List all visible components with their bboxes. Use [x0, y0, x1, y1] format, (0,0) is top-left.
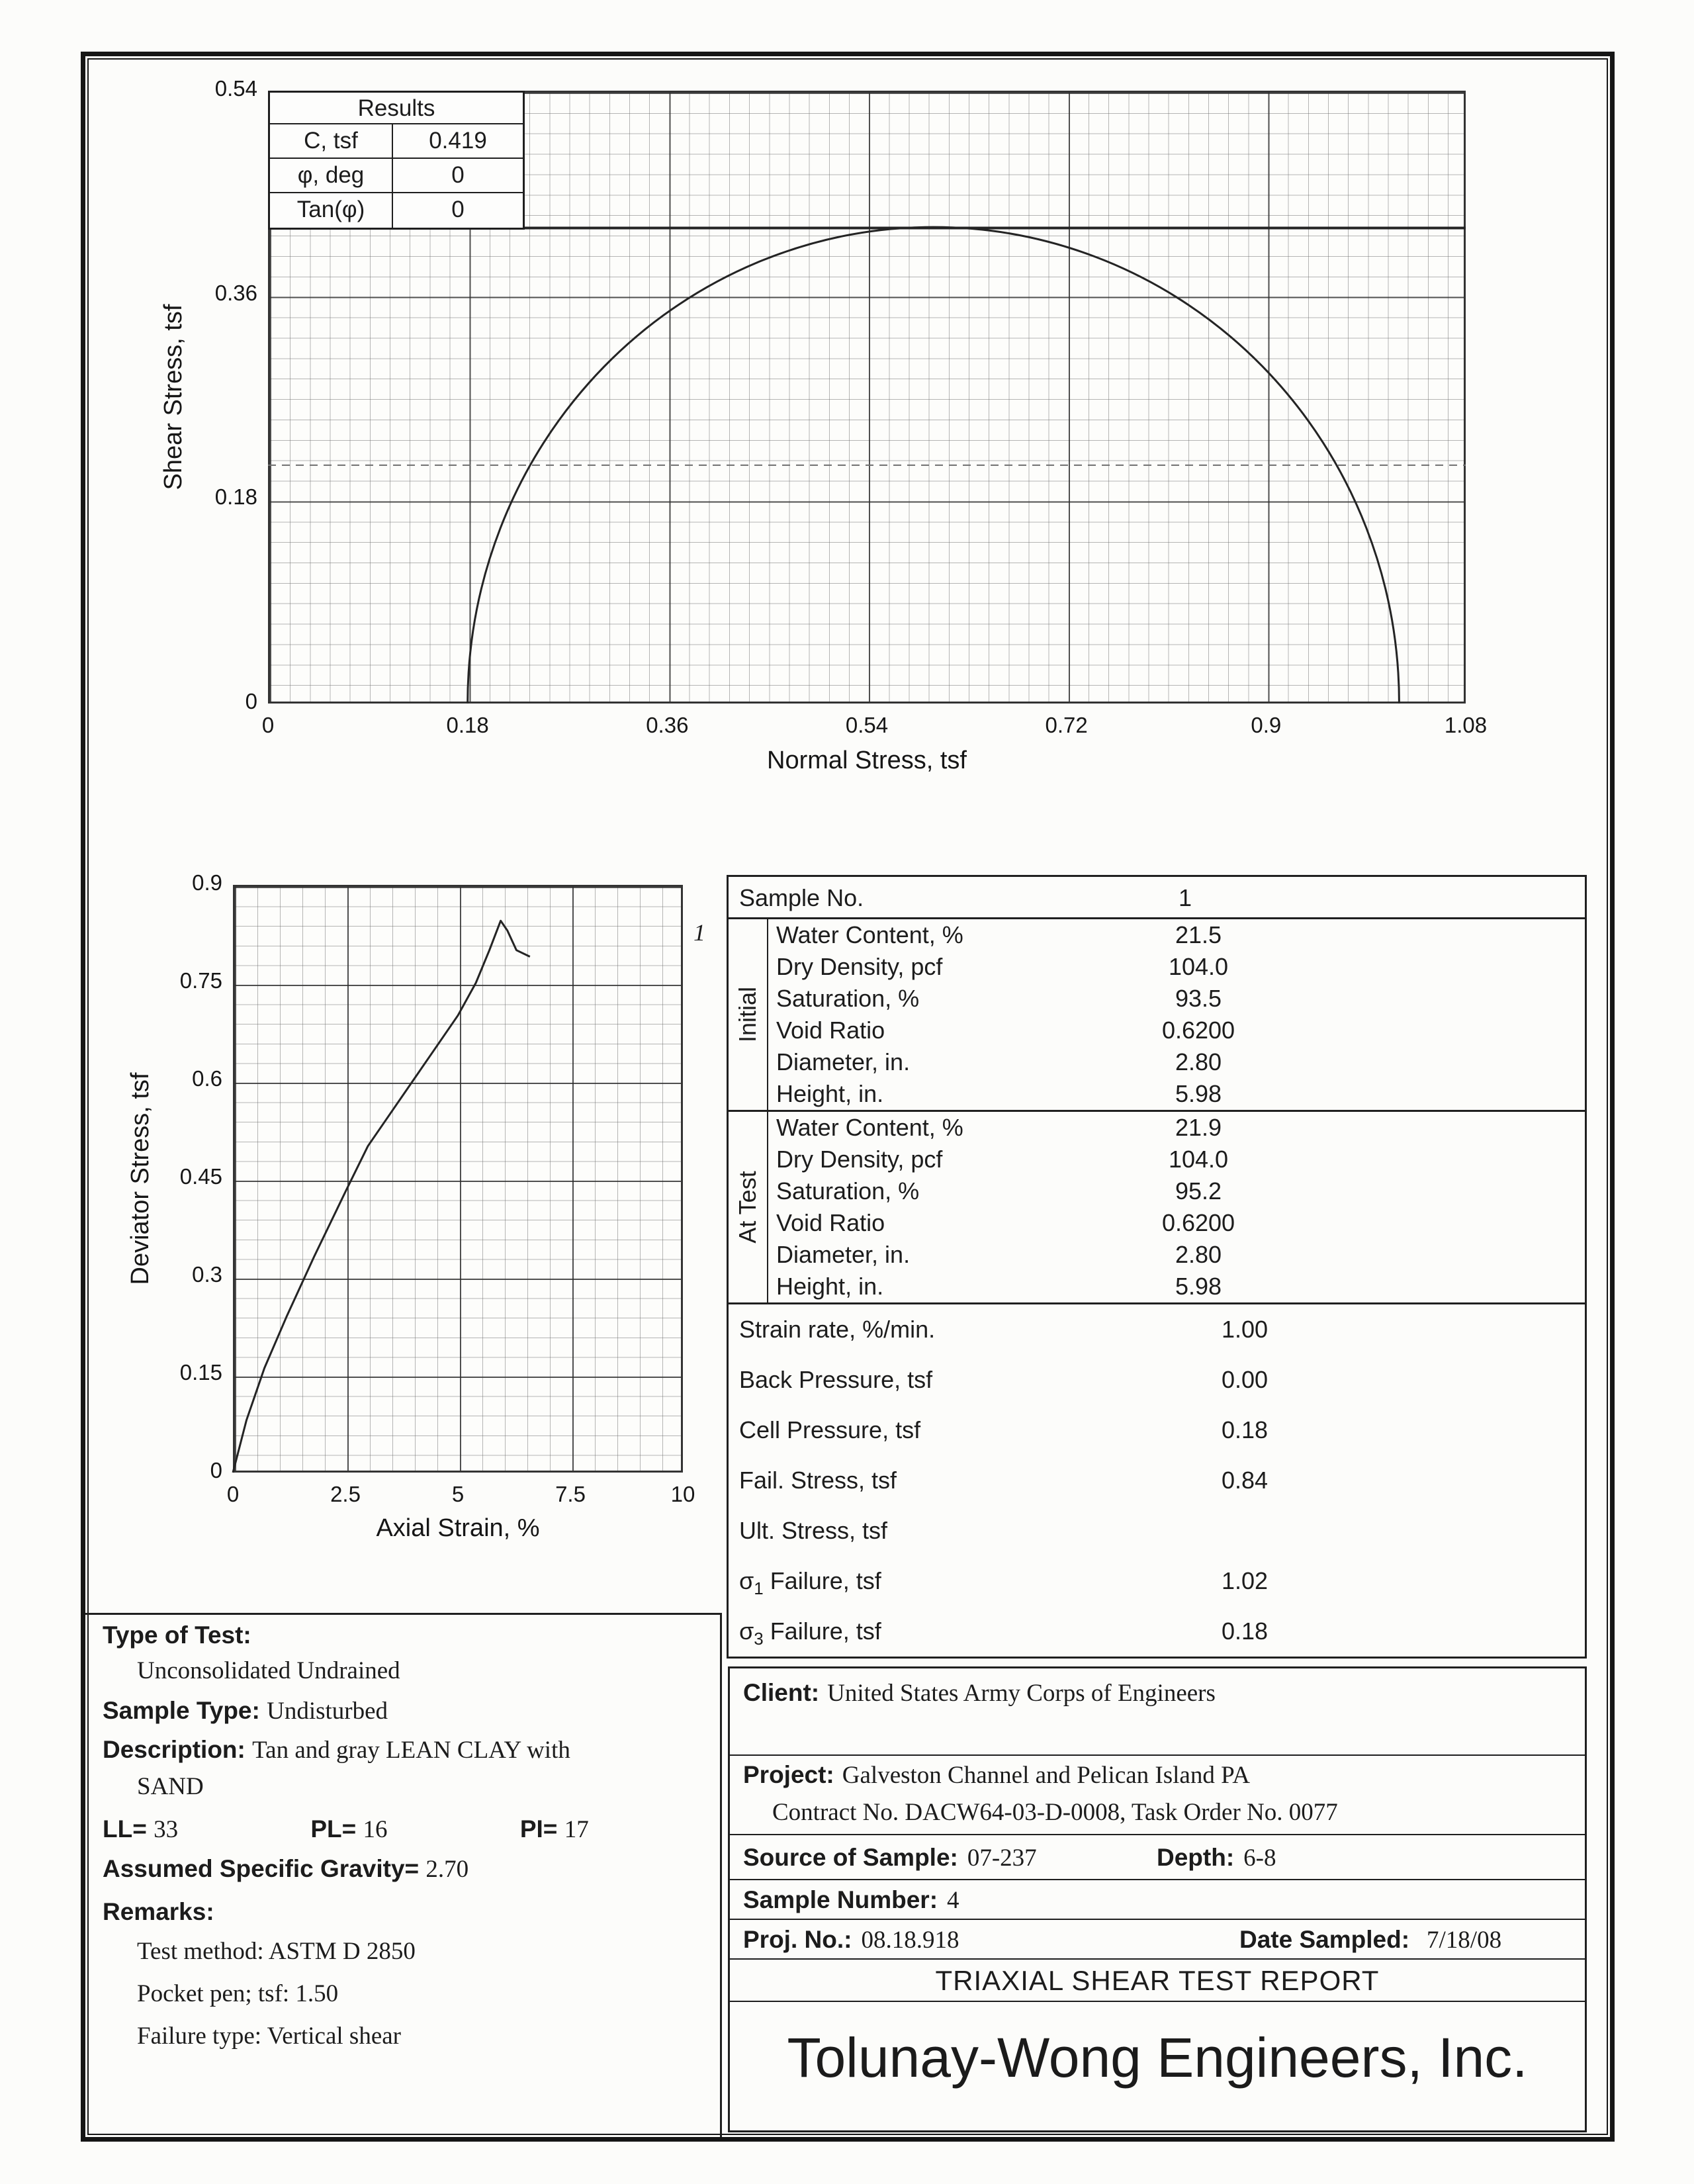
property-label: Dry Density, pcf — [776, 953, 943, 980]
client-value: United States Army Corps of Engineers — [827, 1680, 1216, 1707]
sample-property-row — [768, 951, 1585, 983]
property-label: Saturation, % — [776, 1177, 920, 1205]
property-value: 0.6200 — [1161, 1209, 1235, 1236]
pi-value: 17 — [564, 1816, 589, 1843]
sample-group-initial — [729, 919, 1585, 1112]
property-value: 95.2 — [1175, 1177, 1222, 1205]
mohr-y-axis-label: Shear Stress, tsf — [159, 304, 187, 490]
project-value: Galveston Channel and Pelican Island PA — [842, 1762, 1250, 1789]
project-number-value: 08.18.918 — [861, 1927, 959, 1954]
param-label: Strain rate, %/min. — [739, 1316, 936, 1343]
sample-type-row — [103, 1695, 388, 1727]
sample-no-value: 1 — [1178, 884, 1192, 911]
property-label: Void Ratio — [776, 1017, 885, 1044]
project-row — [730, 1756, 1585, 1835]
depth-group — [1157, 1835, 1276, 1881]
sample-no-label: Sample No. — [739, 884, 864, 911]
project-line — [743, 1761, 1250, 1790]
results-row-label: C, tsf — [270, 124, 393, 158]
property-label: Water Content, % — [776, 921, 963, 948]
results-table — [268, 91, 525, 230]
sample-property-row — [768, 983, 1585, 1015]
sample-property-row — [768, 1015, 1585, 1046]
specific-gravity-label: Assumed Specific Gravity= — [103, 1855, 420, 1882]
remark-pocket-pen: Pocket pen; tsf: 1.50 — [137, 1980, 339, 2007]
results-row-value: 0 — [451, 197, 465, 222]
company-name: Tolunay-Wong Engineers, Inc. — [787, 2026, 1528, 2089]
ss-y-tick-label: 0.45 — [179, 1164, 222, 1189]
sigma-subscript: 3 — [754, 1629, 764, 1649]
sample-number-label: Sample Number: — [743, 1886, 938, 1913]
property-label: Void Ratio — [776, 1209, 885, 1236]
sample-group-at-test — [729, 1112, 1585, 1304]
results-row-label: Tan(φ) — [270, 193, 393, 228]
mohr-x-tick-label: 0.54 — [845, 713, 889, 737]
param-label: Cell Pressure, tsf — [739, 1416, 921, 1443]
ss-x-tick-label: 2.5 — [330, 1482, 361, 1506]
source-of-sample-label: Source of Sample: — [743, 1844, 958, 1871]
sample-param-row — [729, 1455, 1585, 1506]
ss-y-tick-label: 0.3 — [192, 1262, 222, 1287]
sample-type-label: Sample Type: — [103, 1697, 260, 1724]
client-row — [730, 1668, 1585, 1756]
property-label: Diameter, in. — [776, 1241, 911, 1268]
param-label: Ult. Stress, tsf — [739, 1517, 888, 1544]
specific-gravity-value: 2.70 — [425, 1856, 469, 1883]
group-label — [729, 919, 768, 1110]
sample-data-table — [727, 875, 1587, 1659]
param-label: Back Pressure, tsf — [739, 1366, 933, 1393]
group-label-text: At Test — [734, 1171, 761, 1244]
mohr-x-tick-label: 0.18 — [446, 713, 489, 737]
sample-param-row — [729, 1304, 1585, 1355]
contract-number: Contract No. DACW64-03-D-0008, Task Order No. 0077 — [772, 1799, 1338, 1826]
date-sampled-value: 7/18/08 — [1427, 1927, 1502, 1954]
param-label: $\sigma_1$ Failure, tsf — [739, 1567, 881, 1599]
ss-series-svg — [233, 885, 683, 1473]
param-value: 0.00 — [1221, 1366, 1269, 1393]
sample-property-row — [768, 919, 1585, 951]
date-sampled-group — [1239, 1920, 1501, 1960]
results-row — [270, 124, 523, 159]
pl-value: 16 — [363, 1816, 388, 1843]
property-value: 21.9 — [1175, 1114, 1222, 1141]
ss-x-tick-label: 10 — [670, 1482, 695, 1506]
property-label: Water Content, % — [776, 1114, 963, 1141]
remark-failure-type: Failure type: Vertical shear — [137, 2023, 401, 2050]
project-label: Project: — [743, 1761, 834, 1788]
mohr-x-tick-label: 0.72 — [1045, 713, 1088, 737]
results-row-value: 0 — [451, 162, 465, 188]
mohr-x-tick-label: 0 — [261, 713, 275, 737]
property-label: Height, in. — [776, 1273, 884, 1300]
results-row — [270, 159, 523, 193]
sigma-symbol: σ — [739, 1617, 754, 1645]
sample-param-row — [729, 1506, 1585, 1556]
sample-param-row — [729, 1355, 1585, 1405]
mohr-y-tick-label: 0 — [245, 689, 257, 713]
specific-gravity-row — [103, 1853, 468, 1885]
ll-value: 33 — [154, 1816, 179, 1843]
ll-label: LL= — [103, 1815, 147, 1843]
project-info-panel — [728, 1666, 1587, 2132]
param-value: 0.18 — [1221, 1416, 1269, 1443]
pl-label: PL= — [310, 1815, 357, 1843]
sample-property-row — [768, 1207, 1585, 1239]
property-value: 21.5 — [1175, 921, 1222, 948]
param-value: 1.02 — [1221, 1567, 1269, 1594]
ss-x-tick-label: 0 — [226, 1482, 240, 1506]
description-row — [103, 1734, 570, 1766]
property-label: Diameter, in. — [776, 1048, 911, 1075]
sigma-subscript: 1 — [754, 1578, 764, 1599]
date-sampled-label: Date Sampled: — [1239, 1926, 1410, 1953]
property-label: Saturation, % — [776, 985, 920, 1012]
group-rows — [768, 1112, 1585, 1302]
mohr-y-tick-label: 0.18 — [214, 484, 257, 510]
group-label-text: Initial — [734, 986, 761, 1043]
remark-test-method: Test method: ASTM D 2850 — [137, 1938, 416, 1965]
property-label: Height, in. — [776, 1080, 884, 1107]
mohr-x-tick-label: 0.9 — [1251, 713, 1282, 737]
property-value: 2.80 — [1175, 1048, 1222, 1075]
source-row — [730, 1835, 1585, 1880]
description-value-2: SAND — [137, 1773, 204, 1800]
property-value: 5.98 — [1175, 1273, 1222, 1300]
remarks-label: Remarks: — [103, 1898, 214, 1925]
project-number-row — [730, 1920, 1585, 1960]
sample-property-row — [768, 1239, 1585, 1271]
param-value: 1.00 — [1221, 1316, 1269, 1343]
sample-property-row — [768, 1144, 1585, 1175]
group-label — [729, 1112, 768, 1302]
property-value: 0.6200 — [1161, 1017, 1235, 1044]
type-of-test-label: Type of Test: — [103, 1621, 251, 1649]
test-info-panel — [85, 1613, 722, 2137]
ss-y-tick-label: 0.6 — [192, 1066, 222, 1091]
property-value: 2.80 — [1175, 1241, 1222, 1268]
client-label: Client: — [743, 1679, 820, 1706]
param-label: $\sigma_3$ Failure, tsf — [739, 1617, 881, 1649]
sample-param-row — [729, 1556, 1585, 1606]
sample-property-row — [768, 1046, 1585, 1078]
ss-y-tick-label: 0.9 — [192, 870, 222, 895]
param-value: 0.18 — [1221, 1617, 1269, 1645]
sample-number-value: 4 — [947, 1887, 959, 1914]
mohr-y-tick-label: 0.36 — [214, 280, 257, 305]
description-value: Tan and gray LEAN CLAY with — [252, 1737, 570, 1764]
mohr-y-tick-label: 0.54 — [214, 76, 257, 101]
group-rows — [768, 919, 1585, 1110]
results-row-label: φ, deg — [270, 159, 393, 192]
ss-y-tick-label: 0 — [210, 1458, 222, 1482]
results-row-value: 0.419 — [429, 128, 487, 154]
mohr-x-tick-label: 0.36 — [646, 713, 689, 737]
ss-y-tick-label: 0.15 — [179, 1360, 222, 1385]
param-value: 0.84 — [1221, 1467, 1269, 1494]
depth-label: Depth: — [1157, 1844, 1235, 1871]
description-label: Description: — [103, 1736, 245, 1763]
ss-x-tick-label: 5 — [451, 1482, 465, 1506]
param-label: Fail. Stress, tsf — [739, 1467, 897, 1494]
sample-param-row — [729, 1606, 1585, 1657]
property-value: 104.0 — [1168, 953, 1229, 980]
ss-x-tick-label: 7.5 — [555, 1482, 586, 1506]
property-value: 104.0 — [1168, 1146, 1229, 1173]
mohr-x-axis-label: Normal Stress, tsf — [767, 747, 967, 774]
ss-y-tick-label: 0.75 — [179, 968, 222, 993]
sample-param-row — [729, 1405, 1585, 1455]
pi-label: PI= — [519, 1815, 558, 1843]
sample-property-row — [768, 1271, 1585, 1302]
report-title: TRIAXIAL SHEAR TEST REPORT — [730, 1960, 1585, 2002]
sample-property-row — [768, 1112, 1585, 1144]
sample-property-row — [768, 1175, 1585, 1207]
stress-strain-curve — [233, 921, 530, 1473]
source-of-sample-value: 07-237 — [967, 1844, 1037, 1872]
ss-x-axis-label: Axial Strain, % — [376, 1514, 540, 1542]
depth-value: 6-8 — [1243, 1844, 1276, 1872]
results-row — [270, 193, 523, 228]
property-value: 5.98 — [1175, 1080, 1222, 1107]
project-number-label: Proj. No.: — [743, 1926, 852, 1953]
property-value: 93.5 — [1175, 985, 1222, 1012]
sigma-symbol: σ — [739, 1567, 754, 1594]
property-label: Dry Density, pcf — [776, 1146, 943, 1173]
atterberg-limits-row — [103, 1813, 589, 1845]
curve-series-label: 1 — [693, 919, 705, 946]
mohr-x-tick-label: 1.08 — [1444, 713, 1488, 737]
sample-property-row — [768, 1078, 1585, 1110]
sample-type-value: Undisturbed — [267, 1698, 388, 1725]
sample-number-row — [730, 1880, 1585, 1920]
results-table-title: Results — [270, 93, 523, 124]
sample-no-row — [729, 877, 1585, 919]
type-of-test-value: Unconsolidated Undrained — [137, 1657, 400, 1684]
ss-y-axis-label: Deviator Stress, tsf — [126, 1072, 154, 1285]
